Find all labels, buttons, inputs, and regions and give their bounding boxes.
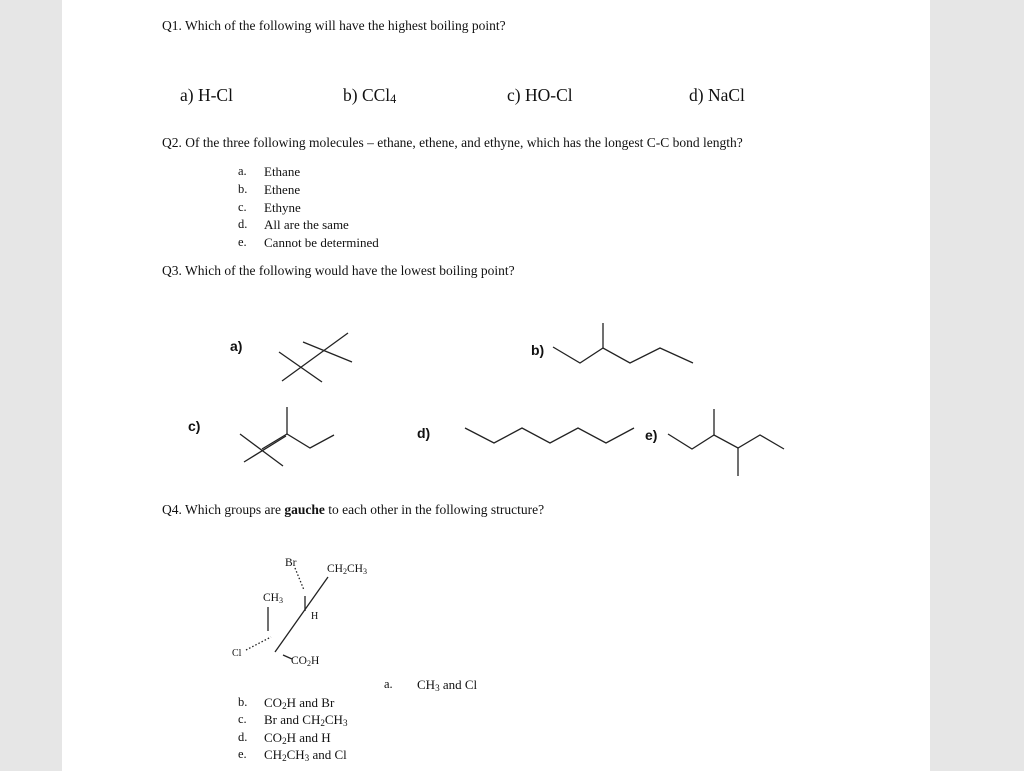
q3-label-c: c): [188, 418, 201, 434]
q4-option-text: $CH_2CH_3$ and Cl: [264, 747, 347, 763]
q2-option-letter: e.: [238, 235, 247, 249]
q2-option-text: Cannot be determined: [264, 235, 379, 250]
q1-option-a: a) H-Cl: [180, 85, 233, 105]
q1-option-d: d) NaCl: [689, 85, 745, 105]
q2-option-text: Ethene: [264, 182, 301, 197]
q4-option-letter: c.: [238, 712, 247, 726]
q4-cl-label: Cl: [232, 648, 242, 659]
q4-option-letter: d.: [238, 730, 248, 744]
q4-ch3-label: $CH_3$: [263, 592, 284, 605]
q4-prompt: Q4. Which groups are gauche to each other in the following structure?: [162, 502, 545, 517]
q3-prompt: Q3. Which of the following would have the lowest boiling point?: [162, 263, 515, 278]
q2-option-letter: c.: [238, 200, 247, 214]
q3-label-e: e): [645, 427, 658, 443]
q4-option-text: Br and $CH_2CH_3$: [264, 712, 348, 728]
q4-h-label: H: [311, 611, 319, 622]
q2-option-letter: a.: [238, 164, 247, 178]
q2-option-text: Ethyne: [264, 200, 301, 215]
q4-option-text: $CH_3$ and Cl: [417, 677, 478, 693]
q4-co2h-label: $CO_2H$: [291, 655, 320, 668]
q4-br-label: Br: [285, 557, 297, 569]
q4-option-text: $CO_2H$ and H: [264, 730, 331, 746]
q4-ch2ch3-label: $CH_2CH_3$: [327, 563, 368, 576]
q4-option-letter: b.: [238, 695, 248, 709]
q1-option-c: c) HO-Cl: [507, 85, 573, 105]
q4-option-text: $CO_2H$ and Br: [264, 695, 335, 711]
q3-label-b: b): [531, 342, 545, 358]
q2-option-text: All are the same: [264, 217, 349, 232]
q4-option-letter: a.: [384, 677, 393, 691]
q2-option-letter: d.: [238, 217, 248, 231]
q4-option-letter: e.: [238, 747, 247, 761]
q2-prompt: Q2. Of the three following molecules – ethane, ethene, and ethyne, which has the longest C-C bond length?: [162, 135, 743, 150]
q2-option-letter: b.: [238, 182, 248, 196]
q3-label-d: d): [417, 425, 431, 441]
q2-option-text: Ethane: [264, 164, 301, 179]
q3-label-a: a): [230, 338, 243, 354]
q1-prompt: Q1. Which of the following will have the highest boiling point?: [162, 18, 506, 33]
q1-option-b: b) CCl$_4$: [343, 85, 397, 106]
